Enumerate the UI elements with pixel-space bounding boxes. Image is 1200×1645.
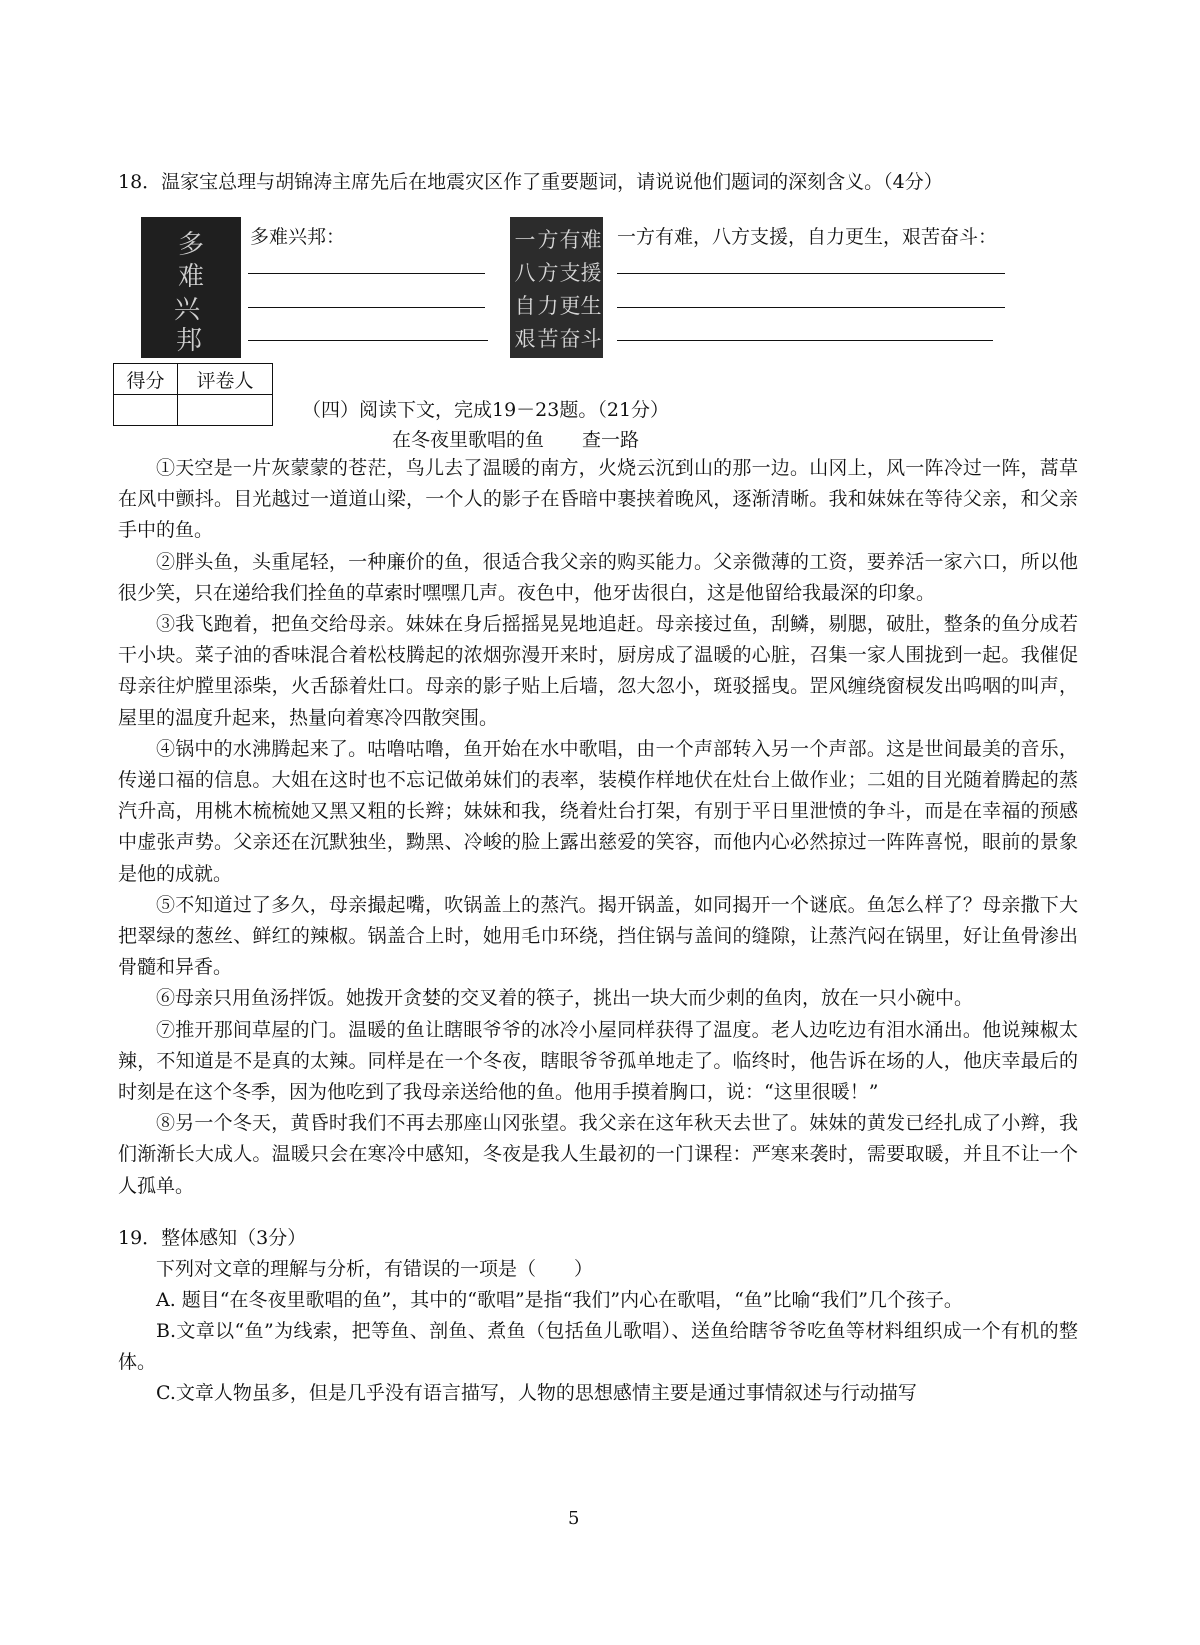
answer-line-2b[interactable] xyxy=(617,307,1005,308)
calligraphy-char: 支 xyxy=(559,261,581,285)
answer-line-1b[interactable] xyxy=(248,307,485,308)
q19-heading: 19．整体感知（3分） xyxy=(118,1227,307,1249)
q19-option-c: C.文章人物虽多，但是几乎没有语言描写，人物的思想感情主要是通过事情叙述与行动描写 xyxy=(156,1382,917,1404)
inscription-2-label: 一方有难，八方支援，自力更生，艰苦奋斗： xyxy=(617,226,998,248)
score-table xyxy=(113,363,273,426)
grader-header: 评卷人 xyxy=(178,364,273,395)
calligraphy-char: 斗 xyxy=(580,327,602,351)
answer-line-1c[interactable] xyxy=(248,340,488,341)
calligraphy-char: 八 xyxy=(514,261,536,285)
calligraphy-char: 艰 xyxy=(514,327,536,351)
calligraphy-char: 生 xyxy=(580,294,602,318)
grader-cell[interactable] xyxy=(178,395,273,426)
calligraphy-char: 苦 xyxy=(537,327,559,351)
paragraph: ②胖头鱼，头重尾轻，一种廉价的鱼，很适合我父亲的购买能力。父亲微薄的工资，要养活一家六口，所以他很少笑，只在递给我们拴鱼的草索时嘿嘿几声。夜色中，他牙齿很白，这是他留给我最深的印象。 xyxy=(118,550,1078,604)
q19-option-b: B.文章以“鱼”为线索，把等鱼、剖鱼、煮鱼（包括鱼儿歌唱）、送鱼给瞎爷爷吃鱼等材料组织成一个有机的整体。 xyxy=(118,1320,1078,1373)
calligraphy-char: 力 xyxy=(537,294,559,318)
article-title: 在冬夜里歌唱的鱼 查一路 xyxy=(392,429,640,451)
paragraph: ⑥母亲只用鱼汤拌饭。她拨开贪婪的交叉着的筷子，挑出一块大而少刺的鱼肉，放在一只小碗中。 xyxy=(156,987,974,1010)
calligraphy-char: 难 xyxy=(177,262,205,292)
calligraphy-image-yifang-younan xyxy=(510,217,603,358)
score-cell[interactable] xyxy=(114,395,178,426)
paragraph: ⑦推开那间草屋的门。温暖的鱼让瞎眼爷爷的冰冷小屋同样获得了温度。老人边吃边有泪水涌出。他说辣椒太辣，不知道是不是真的太辣。同样是在一个冬夜，瞎眼爷爷孤单地走了。临终时，他告诉在场的人，他庆幸最后的时刻是在这个冬季，因为他吃到了我母亲送给他的鱼。他用手摸着胸口，说：“这里很暖！” xyxy=(118,1018,1078,1104)
calligraphy-char: 奋 xyxy=(559,327,581,351)
paragraph: ③我飞跑着，把鱼交给母亲。妹妹在身后摇摇晃晃地追赶。母亲接过鱼，刮鳞，剔腮，破肚，整条的鱼分成若干小块。菜子油的香味混合着松枝腾起的浓烟弥漫开来时，厨房成了温暖的心脏，召集一家人围拢到一起。我催促母亲往炉膛里添柴，火舌舔着灶口。母亲的影子贴上后墙，忽大忽小，斑驳摇曳。罡风缠绕窗棂发出呜咽的叫声，屋里的温度升起来，热量向着寒冷四散突围。 xyxy=(118,613,1078,729)
calligraphy-char: 难 xyxy=(580,228,602,252)
answer-line-1a[interactable] xyxy=(248,273,485,274)
q19-stem: 下列对文章的理解与分析，有错误的一项是（ ） xyxy=(156,1258,594,1280)
paragraph: ⑤不知道过了多久，母亲撮起嘴，吹锅盖上的蒸汽。揭开锅盖，如同揭开一个谜底。鱼怎么样了？母亲撒下大把翠绿的葱丝、鲜红的辣椒。锅盖合上时，她用毛巾环绕，挡住锅与盖间的缝隙，让蒸汽闷在锅里，好让鱼骨渗出骨髓和异香。 xyxy=(118,893,1078,979)
paragraph: ⑧另一个冬天，黄昏时我们不再去那座山冈张望。我父亲在这年秋天去世了。妹妹的黄发已经扎成了小辫，我们渐渐长大成人。温暖只会在寒冷中感知，冬夜是我人生最初的一门课程：严寒来袭时，需要取暖，并且不让一个人孤单。 xyxy=(118,1112,1078,1197)
page-number: 5 xyxy=(568,1508,580,1529)
calligraphy-char: 方 xyxy=(537,228,559,252)
answer-line-2a[interactable] xyxy=(617,273,1005,274)
calligraphy-char: 邦 xyxy=(175,326,203,356)
calligraphy-char: 方 xyxy=(537,261,559,285)
paragraph: ①天空是一片灰蒙蒙的苍茫，鸟儿去了温暖的南方，火烧云沉到山的那一边。山冈上，风一阵冷过一阵，蒿草在风中颤抖。目光越过一道道山梁，一个人的影子在昏暗中裹挟着晚风，逐渐清晰。我和妹妹在等待父亲，和父亲手中的鱼。 xyxy=(118,457,1078,542)
calligraphy-char: 有 xyxy=(559,228,581,252)
calligraphy-char: 多 xyxy=(177,230,205,260)
calligraphy-image-duonan-xingbang xyxy=(141,217,241,358)
article-body xyxy=(118,453,1078,1202)
question-18: 18．温家宝总理与胡锦涛主席先后在地震灾区作了重要题词，请说说他们题词的深刻含义。（4分） xyxy=(118,171,943,193)
inscription-1-label: 多难兴邦： xyxy=(250,226,346,248)
calligraphy-char: 更 xyxy=(559,294,581,318)
calligraphy-char: 兴 xyxy=(173,295,201,325)
answer-line-2c[interactable] xyxy=(617,340,993,341)
q19-option-a: A. 题目“在冬夜里歌唱的鱼”，其中的“歌唱”是指“我们”内心在歌唱，“鱼”比喻“我们”几个孩子。 xyxy=(156,1289,963,1311)
calligraphy-char: 援 xyxy=(580,261,602,285)
paragraph: ④锅中的水沸腾起来了。咕噜咕噜，鱼开始在水中歌唱，由一个声部转入另一个声部。这是世间最美的音乐，传递口福的信息。大姐在这时也不忘记做弟妹们的表率，装模作样地伏在灶台上做作业；二姐的目光随着腾起的蒸汽升高，用桃木梳梳她又黑又粗的长辫；妹妹和我，绕着灶台打架，有别于平日里泄愤的争斗，而是在幸福的预感中虚张声势。父亲还在沉默独坐，黝黑、冷峻的脸上露出慈爱的笑容，而他内心必然掠过一阵阵喜悦，眼前的景象是他的成就。 xyxy=(118,737,1078,885)
score-header: 得分 xyxy=(114,364,178,395)
section-heading: （四）阅读下文，完成19－23题。（21分） xyxy=(302,399,670,421)
calligraphy-char: 自 xyxy=(514,294,536,318)
calligraphy-char: 一 xyxy=(514,228,536,252)
question-19 xyxy=(118,1223,1078,1409)
